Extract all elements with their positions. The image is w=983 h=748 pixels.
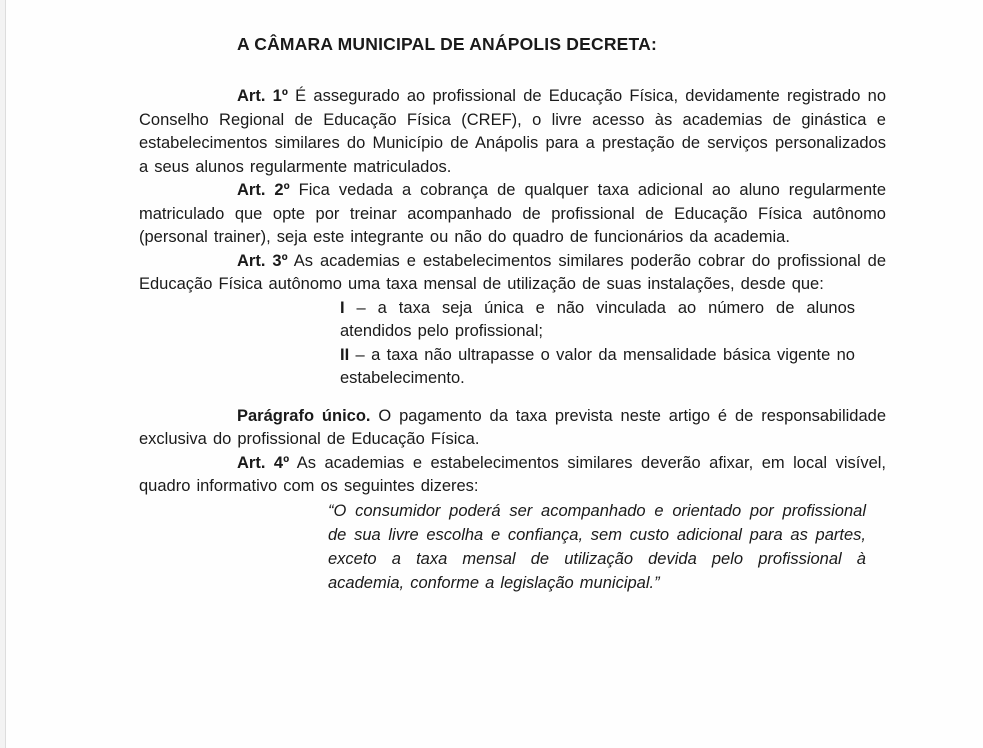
article-3-text: As academias e estabelecimentos similares poderão cobrar do profissional de Educação Física autônomo uma taxa mensal de utilização de suas instalações, desde que: <box>139 251 887 293</box>
article-1-label: Art. 1º <box>237 87 288 105</box>
item-1 <box>340 297 855 344</box>
item-2-text: – a taxa não ultrapasse o valor da mensalidade básica vigente no estabelecimento. <box>340 345 855 387</box>
article-2-text: Fica vedada a cobrança de qualquer taxa adicional ao aluno regularmente matriculado que opte por treinar acompanhado de profissional de Educação Física autônomo (personal trainer), seja este integrante ou não do quadro de funcionários da academia. <box>139 181 886 246</box>
document-body <box>139 33 886 595</box>
notice-quote-block <box>328 499 866 595</box>
article-3-paragraph <box>139 250 886 297</box>
item-2 <box>340 344 855 391</box>
item-1-numeral: I <box>340 298 345 317</box>
document-title: A CÂMARA MUNICIPAL DE ANÁPOLIS DECRETA: <box>237 34 658 54</box>
article-4-text: As academias e estabelecimentos similares deverão afixar, em local visível, quadro informativo com os seguintes dizeres: <box>139 453 887 495</box>
article-1-paragraph <box>139 85 886 179</box>
item-1-text: – a taxa seja única e não vinculada ao número de alunos atendidos pelo profissional; <box>340 298 855 340</box>
sole-paragraph-label: Parágrafo único. <box>237 406 371 425</box>
article-1-text: É assegurado ao profissional de Educação Física, devidamente registrado no Conselho Regional de Educação Física (CREF), o livre acesso às academias de ginástica e estabelecimentos similares do Município de Anápolis para a prestação de serviços personalizados a seus alunos regularmente matriculados. <box>139 87 886 176</box>
article-3-label: Art. 3º <box>237 251 288 270</box>
article-4-paragraph <box>139 452 886 499</box>
article-4-label: Art. 4º <box>237 453 290 472</box>
item-2-numeral: II <box>340 345 350 364</box>
sole-paragraph <box>139 405 886 452</box>
article-2-paragraph <box>139 179 886 250</box>
article-3-items <box>340 297 855 391</box>
article-2-label: Art. 2º <box>237 181 290 199</box>
scan-edge-line <box>5 0 6 748</box>
sole-paragraph-text: O pagamento da taxa prevista neste artigo é de responsabilidade exclusiva do profissional de Educação Física. <box>139 406 886 448</box>
notice-quote-text: “O consumidor poderá ser acompanhado e orientado por profissional de sua livre escolha e confiança, sem custo adicional para as partes, exceto a taxa mensal de utilização devida pelo profissional à academia, conforme a legislação municipal.” <box>328 501 866 592</box>
